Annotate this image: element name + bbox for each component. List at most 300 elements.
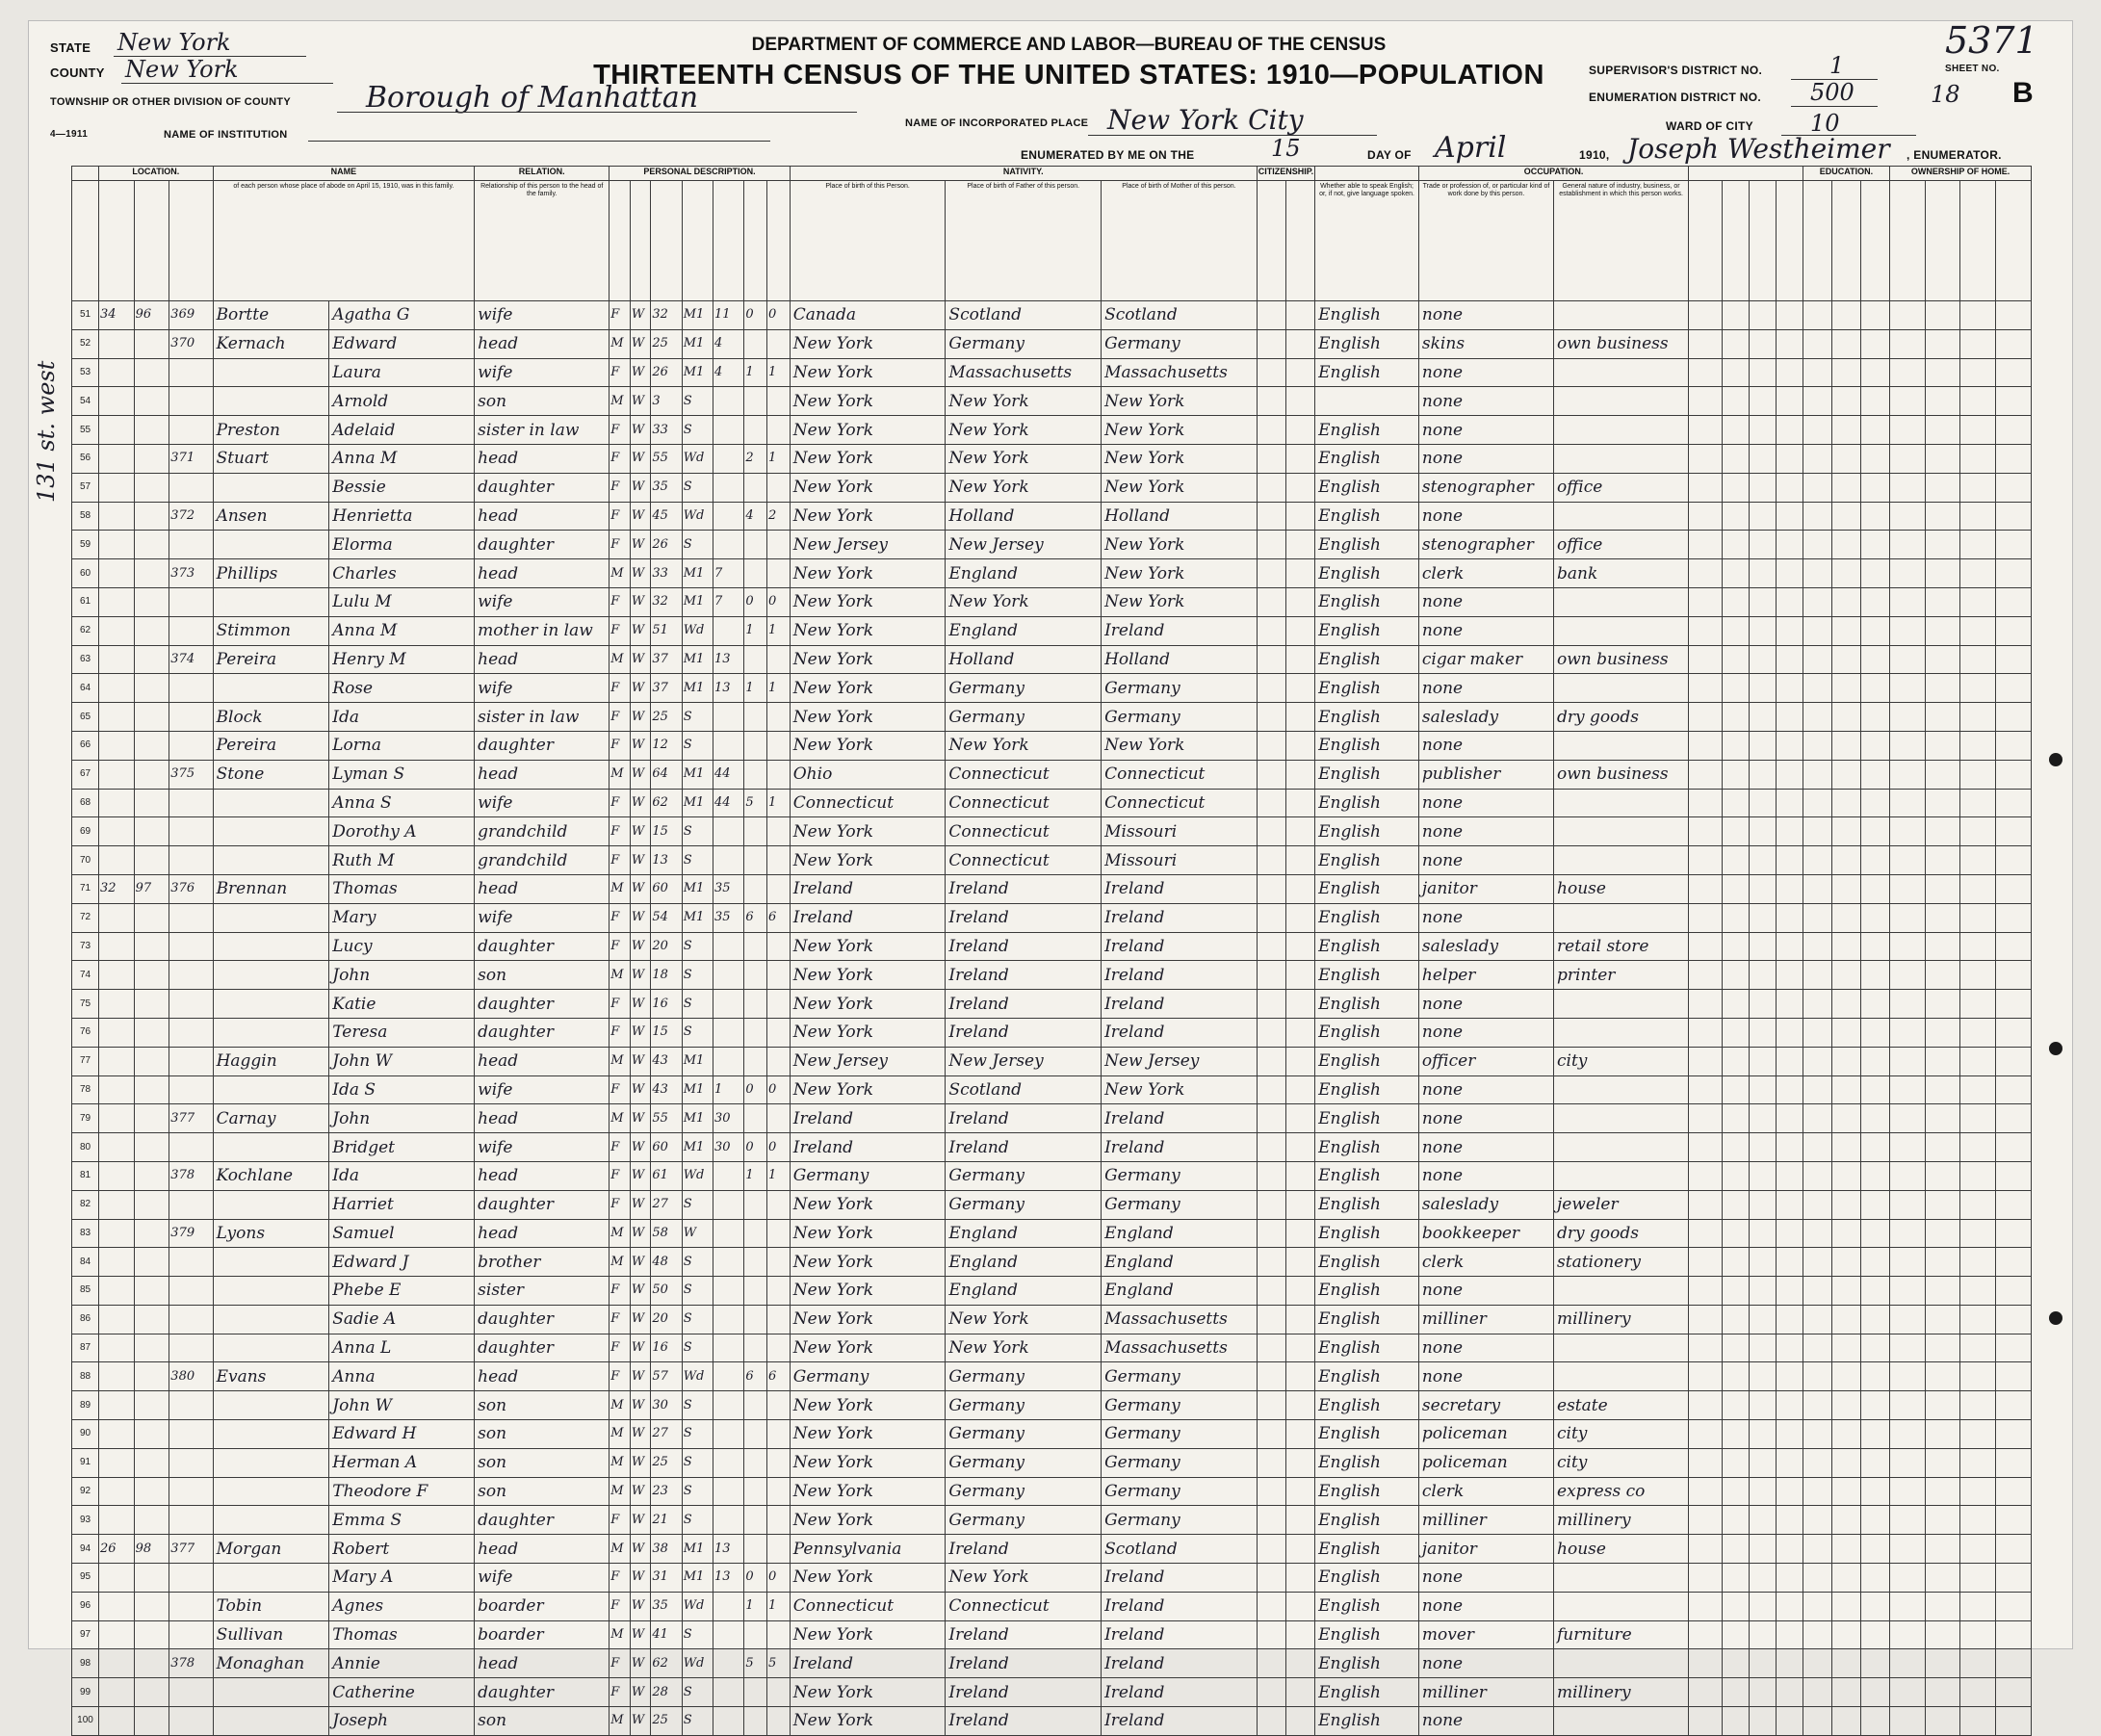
cell-birth-person: New York (790, 961, 946, 990)
cell-given: Anna M (329, 444, 475, 473)
cell-blank (1285, 301, 1314, 330)
cell-birth-mother: Ireland (1102, 1018, 1258, 1047)
table-row (72, 616, 2032, 645)
cell-living (767, 1620, 791, 1649)
cell-dwelling (134, 1248, 169, 1277)
cell-blank (1257, 1248, 1285, 1277)
cell-birth-person: Ireland (790, 1133, 946, 1162)
cell-blank (1722, 1620, 1749, 1649)
table-row (72, 961, 2032, 990)
cell-marital: S (682, 1420, 713, 1449)
cell-years-married (713, 416, 744, 445)
cell-sex: F (610, 444, 631, 473)
cell-mother-of (744, 1305, 767, 1334)
cell-blank (1689, 559, 1722, 588)
cell-line: 89 (72, 1391, 99, 1420)
cell-race: W (630, 387, 651, 416)
cell-blank (1803, 731, 1831, 760)
cell-blank (1285, 1620, 1314, 1649)
cell-birth-person: New York (790, 329, 946, 358)
birth-person-header: Place of birth of this Person. (790, 181, 946, 301)
cell-street (99, 1190, 135, 1219)
cell-given: Thomas (329, 874, 475, 903)
cell-age: 26 (651, 358, 682, 387)
cell-blank (1257, 1592, 1285, 1620)
cell-trade: milliner (1418, 1305, 1553, 1334)
cell-street (99, 1277, 135, 1306)
cell-blank (1749, 1305, 1776, 1334)
cell-line: 54 (72, 387, 99, 416)
cell-blank (1257, 1018, 1285, 1047)
cell-years-married (713, 1305, 744, 1334)
cell-birth-father: Ireland (946, 1707, 1102, 1736)
cell-dwelling (134, 1678, 169, 1707)
cell-industry (1554, 1133, 1689, 1162)
cell-blank (1285, 1477, 1314, 1506)
cell-surname (213, 1420, 329, 1449)
cell-blank (1996, 1649, 2032, 1678)
cell-relation: son (475, 1477, 610, 1506)
cell-blank (1861, 387, 1890, 416)
cell-blank (1749, 674, 1776, 703)
cell-blank (1996, 473, 2032, 502)
cell-relation: son (475, 387, 610, 416)
cell-given: Anna L (329, 1334, 475, 1362)
cell-living: 1 (767, 444, 791, 473)
cell-language: English (1315, 932, 1419, 961)
cell-surname (213, 846, 329, 875)
cell-relation: daughter (475, 473, 610, 502)
cell-living (767, 387, 791, 416)
cell-blank (1996, 616, 2032, 645)
cell-language: English (1315, 1506, 1419, 1535)
cell-industry (1554, 846, 1689, 875)
cell-blank (1689, 616, 1722, 645)
cell-blank (1776, 817, 1803, 846)
cell-blank (1257, 817, 1285, 846)
cell-age: 20 (651, 1305, 682, 1334)
cell-blank (1257, 358, 1285, 387)
cell-trade: none (1418, 1707, 1553, 1736)
cell-race: W (630, 1620, 651, 1649)
cell-surname: Carnay (213, 1104, 329, 1133)
cell-dwelling (134, 444, 169, 473)
cell-race: W (630, 1707, 651, 1736)
cell-blank (1689, 329, 1722, 358)
cell-blank (1925, 1248, 1960, 1277)
cell-mother-of: 5 (744, 789, 767, 817)
cell-dwelling (134, 1018, 169, 1047)
cell-industry (1554, 990, 1689, 1019)
cell-street (99, 1420, 135, 1449)
cell-birth-person: New York (790, 416, 946, 445)
cell-blank (1831, 903, 1860, 932)
cell-blank (1831, 1420, 1860, 1449)
cell-language: English (1315, 846, 1419, 875)
cell-blank (1285, 1448, 1314, 1477)
cell-birth-mother: Germany (1102, 1161, 1258, 1190)
cell-birth-mother: Germany (1102, 674, 1258, 703)
cell-marital: M1 (682, 1133, 713, 1162)
cell-industry: retail store (1554, 932, 1689, 961)
cell-blank (1257, 645, 1285, 674)
cell-blank (1960, 587, 1996, 616)
cell-blank (1722, 1477, 1749, 1506)
cell-family: 370 (169, 329, 213, 358)
cell-street (99, 703, 135, 732)
cell-surname (213, 1190, 329, 1219)
cell-birth-father: England (946, 1248, 1102, 1277)
cell-blank (1257, 1564, 1285, 1593)
cell-age: 25 (651, 703, 682, 732)
cell-blank (1749, 731, 1776, 760)
cell-surname (213, 1448, 329, 1477)
cell-relation: head (475, 502, 610, 531)
cell-years-married: 4 (713, 358, 744, 387)
cell-language: English (1315, 1535, 1419, 1564)
cell-dwelling (134, 760, 169, 789)
cell-blank (1749, 789, 1776, 817)
cell-family (169, 703, 213, 732)
cell-blank (1831, 1506, 1860, 1535)
cell-street (99, 616, 135, 645)
cell-blank (1803, 846, 1831, 875)
cell-surname: Brennan (213, 874, 329, 903)
cell-birth-father: Ireland (946, 874, 1102, 903)
cell-relation: daughter (475, 932, 610, 961)
cell-blank (1285, 731, 1314, 760)
table-row (72, 1707, 2032, 1736)
cell-mother-of (744, 1190, 767, 1219)
cell-blank (1285, 1420, 1314, 1449)
cell-blank (1689, 1391, 1722, 1420)
cell-marital: S (682, 387, 713, 416)
cell-living (767, 990, 791, 1019)
cell-family (169, 674, 213, 703)
cell-birth-father: New York (946, 387, 1102, 416)
cell-relation: daughter (475, 731, 610, 760)
cell-blank (1722, 1219, 1749, 1248)
cell-birth-person: New York (790, 932, 946, 961)
cell-dwelling (134, 1161, 169, 1190)
cell-living: 6 (767, 1362, 791, 1391)
cell-surname (213, 674, 329, 703)
cell-birth-father: Germany (946, 1477, 1102, 1506)
cell-blank (1257, 1161, 1285, 1190)
cell-blank (1722, 387, 1749, 416)
cell-relation: head (475, 1047, 610, 1075)
cell-trade: none (1418, 1277, 1553, 1306)
cell-sex: M (610, 1620, 631, 1649)
cell-language: English (1315, 1219, 1419, 1248)
cell-blank (1925, 473, 1960, 502)
cell-race: W (630, 932, 651, 961)
cell-blank (1689, 416, 1722, 445)
cell-line: 66 (72, 731, 99, 760)
cell-family: 377 (169, 1535, 213, 1564)
cell-given: Lucy (329, 932, 475, 961)
cell-blank (1285, 961, 1314, 990)
cell-blank (1960, 932, 1996, 961)
cell-blank (1689, 1564, 1722, 1593)
cell-blank (1285, 874, 1314, 903)
cell-blank (1925, 1133, 1960, 1162)
cell-blank (1722, 329, 1749, 358)
cell-surname (213, 473, 329, 502)
cell-blank (1960, 1047, 1996, 1075)
cell-birth-person: Canada (790, 301, 946, 330)
cell-marital: S (682, 1391, 713, 1420)
cell-blank (1749, 1535, 1776, 1564)
cell-blank (1960, 846, 1996, 875)
cell-blank (1285, 1592, 1314, 1620)
cell-sex: M (610, 1448, 631, 1477)
cell-relation: head (475, 645, 610, 674)
year-label: 1910, (1579, 148, 1610, 162)
cell-blank (1722, 674, 1749, 703)
cell-blank (1689, 1334, 1722, 1362)
cell-blank (1689, 1047, 1722, 1075)
cell-trade: none (1418, 789, 1553, 817)
cell-blank (1722, 1448, 1749, 1477)
cell-blank (1861, 1248, 1890, 1277)
cell-blank (1831, 789, 1860, 817)
cell-surname: Stone (213, 760, 329, 789)
cell-blank (1803, 1362, 1831, 1391)
cell-blank (1722, 1391, 1749, 1420)
cell-blank (1960, 1391, 1996, 1420)
cell-relation: son (475, 1707, 610, 1736)
cell-given: Katie (329, 990, 475, 1019)
cell-sex: F (610, 789, 631, 817)
cell-marital: M1 (682, 329, 713, 358)
cell-birth-person: New York (790, 1564, 946, 1593)
cell-mother-of: 6 (744, 1362, 767, 1391)
cell-race: W (630, 990, 651, 1019)
cell-given: Agatha G (329, 301, 475, 330)
cell-age: 37 (651, 645, 682, 674)
cell-surname (213, 587, 329, 616)
cell-surname (213, 990, 329, 1019)
cell-age: 27 (651, 1190, 682, 1219)
cell-surname: Preston (213, 416, 329, 445)
cell-blank (1689, 1420, 1722, 1449)
cell-blank (1689, 1707, 1722, 1736)
cell-surname: Monaghan (213, 1649, 329, 1678)
cell-years-married (713, 1707, 744, 1736)
cell-blank (1996, 358, 2032, 387)
cell-years-married (713, 1190, 744, 1219)
cell-surname (213, 1334, 329, 1362)
cell-blank (1803, 1133, 1831, 1162)
cell-blank (1285, 1334, 1314, 1362)
cell-surname: Morgan (213, 1535, 329, 1564)
table-row (72, 1391, 2032, 1420)
cell-industry: express co (1554, 1477, 1689, 1506)
form-number: 4—1911 (50, 129, 89, 140)
cell-blank (1890, 616, 1926, 645)
cell-birth-mother: Germany (1102, 1362, 1258, 1391)
cell-blank (1831, 1190, 1860, 1219)
table-row (72, 1047, 2032, 1075)
cell-race: W (630, 1248, 651, 1277)
cell-given: Phebe E (329, 1277, 475, 1306)
cell-years-married (713, 1277, 744, 1306)
cell-street (99, 559, 135, 588)
cell-blank (1749, 1564, 1776, 1593)
cell-race: W (630, 1161, 651, 1190)
cell-blank (1831, 846, 1860, 875)
cell-trade: saleslady (1418, 932, 1553, 961)
cell-surname (213, 1248, 329, 1277)
cell-blank (1960, 329, 1996, 358)
cell-family: 375 (169, 760, 213, 789)
cell-blank (1925, 559, 1960, 588)
table-row (72, 329, 2032, 358)
cell-blank (1722, 1649, 1749, 1678)
enumerator-label: , ENUMERATOR. (1906, 148, 2002, 162)
cell-birth-mother: Ireland (1102, 932, 1258, 961)
cell-line: 62 (72, 616, 99, 645)
cell-blank (1861, 789, 1890, 817)
cell-birth-mother: Ireland (1102, 1104, 1258, 1133)
cell-blank (1776, 473, 1803, 502)
cell-language: English (1315, 502, 1419, 531)
cell-age: 64 (651, 760, 682, 789)
cell-street (99, 1592, 135, 1620)
supervisor-label: SUPERVISOR'S DISTRICT NO. (1589, 64, 1763, 77)
cell-mother-of (744, 990, 767, 1019)
cell-mother-of: 0 (744, 301, 767, 330)
cell-trade: none (1418, 616, 1553, 645)
cell-blank (1689, 760, 1722, 789)
cell-line: 65 (72, 703, 99, 732)
cell-blank (1257, 1334, 1285, 1362)
cell-living (767, 1305, 791, 1334)
table-row (72, 674, 2032, 703)
cell-blank (1803, 587, 1831, 616)
cell-given: Teresa (329, 1018, 475, 1047)
group-ownership: OWNERSHIP OF HOME. (1890, 167, 2032, 181)
cell-blank (1689, 473, 1722, 502)
cell-blank (1749, 358, 1776, 387)
cell-blank (1996, 1362, 2032, 1391)
cell-blank (1890, 1133, 1926, 1162)
cell-living (767, 760, 791, 789)
cell-blank (1960, 473, 1996, 502)
cell-race: W (630, 301, 651, 330)
cell-blank (1960, 387, 1996, 416)
cell-age: 60 (651, 874, 682, 903)
cell-marital: S (682, 1477, 713, 1506)
cell-dwelling (134, 1190, 169, 1219)
birth-father-header: Place of birth of Father of this person. (946, 181, 1102, 301)
cell-mother-of: 1 (744, 1592, 767, 1620)
cell-blank (1749, 616, 1776, 645)
cell-birth-person: New York (790, 502, 946, 531)
cell-blank (1689, 1592, 1722, 1620)
cell-blank (1285, 1391, 1314, 1420)
cell-blank (1803, 358, 1831, 387)
cell-blank (1861, 444, 1890, 473)
cell-surname (213, 1678, 329, 1707)
cell-blank (1861, 1678, 1890, 1707)
cell-given: Rose (329, 674, 475, 703)
cell-blank (1861, 301, 1890, 330)
cell-blank (1749, 301, 1776, 330)
cell-given: Anna M (329, 616, 475, 645)
cell-blank (1831, 1075, 1860, 1104)
cell-blank (1803, 1678, 1831, 1707)
cell-living (767, 1104, 791, 1133)
cell-race: W (630, 1477, 651, 1506)
cell-blank (1776, 1133, 1803, 1162)
cell-living: 1 (767, 358, 791, 387)
cell-birth-father: Connecticut (946, 760, 1102, 789)
cell-blank (1722, 1248, 1749, 1277)
cell-years-married: 44 (713, 789, 744, 817)
cell-relation: daughter (475, 1334, 610, 1362)
cell-age: 62 (651, 1649, 682, 1678)
cell-blank (1749, 1075, 1776, 1104)
cell-marital: Wd (682, 444, 713, 473)
cell-language: English (1315, 1190, 1419, 1219)
cell-blank (1925, 1420, 1960, 1449)
cell-blank (1722, 1018, 1749, 1047)
cell-industry: dry goods (1554, 703, 1689, 732)
cell-sex: F (610, 1564, 631, 1593)
cell-blank (1689, 731, 1722, 760)
cell-marital: S (682, 703, 713, 732)
cell-years-married: 30 (713, 1133, 744, 1162)
cell-language: English (1315, 1362, 1419, 1391)
cell-trade: none (1418, 301, 1553, 330)
cell-language: English (1315, 874, 1419, 903)
cell-blank (1861, 874, 1890, 903)
cell-years-married: 4 (713, 329, 744, 358)
cell-line: 85 (72, 1277, 99, 1306)
cell-race: W (630, 1277, 651, 1306)
cell-line: 100 (72, 1707, 99, 1736)
cell-race: W (630, 1649, 651, 1678)
township-value: Borough of Manhattan (366, 81, 699, 115)
cell-blank (1776, 961, 1803, 990)
cell-blank (1831, 1104, 1860, 1133)
cell-relation: head (475, 444, 610, 473)
cell-surname: Evans (213, 1362, 329, 1391)
cell-blank (1960, 1448, 1996, 1477)
cell-blank (1861, 1707, 1890, 1736)
cell-sex: M (610, 760, 631, 789)
cell-birth-mother: Germany (1102, 329, 1258, 358)
cell-relation: head (475, 1104, 610, 1133)
cell-blank (1285, 1161, 1314, 1190)
group-location: LOCATION. (99, 167, 214, 181)
cell-age: 35 (651, 1592, 682, 1620)
cell-street (99, 1133, 135, 1162)
cell-blank (1960, 1420, 1996, 1449)
cell-living (767, 1391, 791, 1420)
cell-blank (1749, 531, 1776, 559)
cell-blank (1861, 1047, 1890, 1075)
cell-blank (1890, 1448, 1926, 1477)
cell-birth-father: Connecticut (946, 846, 1102, 875)
cell-street: 26 (99, 1535, 135, 1564)
cell-language: English (1315, 817, 1419, 846)
cell-blank (1776, 645, 1803, 674)
cell-given: John (329, 1104, 475, 1133)
cell-dwelling (134, 961, 169, 990)
